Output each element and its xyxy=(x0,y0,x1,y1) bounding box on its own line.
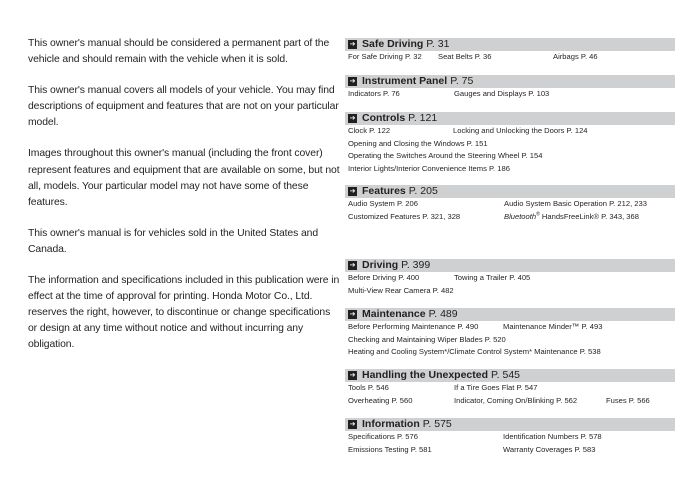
toc-section xyxy=(345,112,675,175)
arrow-right-icon: ➔ xyxy=(349,421,356,428)
toc-row xyxy=(345,334,675,347)
toc-link[interactable]: Interior Lights/Interior Convenience Items P. 186 xyxy=(348,163,510,173)
toc-section-page: P. 75 xyxy=(450,75,474,87)
toc-row xyxy=(345,346,675,359)
toc-section xyxy=(345,75,675,101)
intro-paragraph: This owner's manual is for vehicles sold in the United States and Canada. xyxy=(28,227,319,255)
toc-link[interactable]: Indicator, Coming On/Blinking P. 562 xyxy=(454,395,578,405)
toc-section-header[interactable] xyxy=(345,185,675,198)
toc-section xyxy=(345,308,675,359)
arrow-right-icon: ➔ xyxy=(349,41,356,48)
toc-section-header[interactable] xyxy=(345,259,675,272)
toc-row xyxy=(345,444,675,457)
toc-section-page: P. 399 xyxy=(401,259,431,271)
toc-row xyxy=(345,285,675,298)
toc-row xyxy=(345,431,675,444)
toc-row xyxy=(345,321,675,334)
toc-section-page: P. 205 xyxy=(408,185,438,197)
toc-section-title: Features xyxy=(362,185,406,197)
toc-link[interactable]: Operating the Switches Around the Steering Wheel P. 154 xyxy=(348,151,543,160)
toc-link[interactable]: Airbags P. 46 xyxy=(553,52,598,61)
toc-row xyxy=(345,211,675,224)
toc-row xyxy=(345,125,675,138)
toc-section xyxy=(345,185,675,223)
toc-section-header[interactable] xyxy=(345,75,675,88)
toc-link[interactable]: Towing a Trailer P. 405 xyxy=(454,273,531,282)
toc-link[interactable]: Opening and Closing the Windows P. 151 xyxy=(348,138,488,148)
toc-link[interactable]: Checking and Maintaining Wiper Blades P. 520 xyxy=(348,334,506,344)
toc-row xyxy=(345,150,675,163)
toc-link[interactable]: Audio System P. 206 xyxy=(348,199,418,208)
toc-row xyxy=(345,198,675,211)
toc-link[interactable]: For Safe Driving P. 32 xyxy=(348,52,422,61)
toc-link[interactable]: Heating and Cooling System*/Climate Control System* Maintenance P. 538 xyxy=(348,347,601,356)
toc-section xyxy=(345,38,675,64)
toc-section-page: P. 31 xyxy=(426,38,450,50)
toc-link[interactable]: Before Performing Maintenance P. 490 xyxy=(348,322,479,331)
toc-section xyxy=(345,259,675,297)
intro-text xyxy=(28,36,340,369)
intro-paragraph: This owner's manual should be considered a permanent part of the vehicle and should remain with the vehicle when it is sold. xyxy=(28,38,330,66)
toc-link[interactable]: Before Driving P. 400 xyxy=(348,273,420,282)
toc-link[interactable]: Identification Numbers P. 578 xyxy=(503,432,602,441)
toc-link[interactable]: Customized Features P. 321, 328 xyxy=(348,211,461,221)
toc-section-header[interactable] xyxy=(345,38,675,51)
arrow-right-icon: ➔ xyxy=(349,78,356,85)
toc-link[interactable]: Specifications P. 576 xyxy=(348,432,418,441)
toc-row xyxy=(345,138,675,151)
toc-link[interactable]: Bluetooth® HandsFreeLink® P. 343, 368 xyxy=(504,210,639,221)
toc-section-header[interactable] xyxy=(345,369,675,382)
toc-section xyxy=(345,369,675,407)
toc-section-title: Handling the Unexpected xyxy=(362,369,489,381)
intro-paragraph: This owner's manual covers all models of your vehicle. You may find descriptions of equipment and features that are not on your particular model. xyxy=(28,85,339,129)
toc-row xyxy=(345,51,675,64)
toc-row xyxy=(345,395,675,408)
toc-link[interactable]: Emissions Testing P. 581 xyxy=(348,444,432,454)
toc-row xyxy=(345,272,675,285)
toc-section-title: Driving xyxy=(362,259,399,271)
toc-link[interactable]: Multi-View Rear Camera P. 482 xyxy=(348,285,454,295)
toc-link[interactable]: Overheating P. 560 xyxy=(348,395,413,405)
arrow-right-icon: ➔ xyxy=(349,311,356,318)
toc-section-title: Controls xyxy=(362,112,406,124)
toc-section-page: P. 545 xyxy=(491,369,521,381)
toc-row xyxy=(345,163,675,176)
arrow-right-icon: ➔ xyxy=(349,188,356,195)
toc-section-header[interactable] xyxy=(345,112,675,125)
toc-section-page: P. 121 xyxy=(408,112,438,124)
toc-row xyxy=(345,88,675,101)
toc-section-page: P. 489 xyxy=(428,308,458,320)
toc-section-title: Instrument Panel xyxy=(362,75,448,87)
intro-paragraph: Images throughout this owner's manual (including the front cover) represent features and equipment that are available on some, but not all, models. Your particular model may not have some of these features. xyxy=(28,148,340,208)
toc-section xyxy=(345,418,675,456)
toc-link[interactable]: Gauges and Displays P. 103 xyxy=(454,89,550,98)
toc-section-title: Safe Driving xyxy=(362,38,424,50)
intro-paragraph: The information and specifications included in this publication were in effect at the time of approval for printing. Honda Motor Co., Ltd. reserves the right, however, to discontinue or change specifications or design at any time without notice and without incurring any obligation. xyxy=(28,275,340,351)
toc-link[interactable]: Audio System Basic Operation P. 212, 233 xyxy=(504,199,647,208)
toc-link[interactable]: Tools P. 546 xyxy=(348,383,389,392)
toc-link[interactable]: Clock P. 122 xyxy=(348,126,391,135)
arrow-right-icon: ➔ xyxy=(349,262,356,269)
toc-link[interactable]: Locking and Unlocking the Doors P. 124 xyxy=(453,126,588,135)
toc-link[interactable]: If a Tire Goes Flat P. 547 xyxy=(454,383,538,392)
arrow-right-icon: ➔ xyxy=(349,372,356,379)
toc-link[interactable]: Warranty Coverages P. 583 xyxy=(503,444,596,454)
toc-link[interactable]: Indicators P. 76 xyxy=(348,89,400,98)
toc-section-title: Information xyxy=(362,418,420,430)
toc-link[interactable]: Fuses P. 566 xyxy=(606,395,650,405)
toc-section-title: Maintenance xyxy=(362,308,426,320)
toc-section-header[interactable] xyxy=(345,308,675,321)
toc-link[interactable]: Seat Belts P. 36 xyxy=(438,52,492,61)
toc-section-header[interactable] xyxy=(345,418,675,431)
toc-link[interactable]: Maintenance Minder™ P. 493 xyxy=(503,322,603,331)
arrow-right-icon: ➔ xyxy=(349,115,356,122)
toc-section-page: P. 575 xyxy=(422,418,452,430)
toc-row xyxy=(345,382,675,395)
